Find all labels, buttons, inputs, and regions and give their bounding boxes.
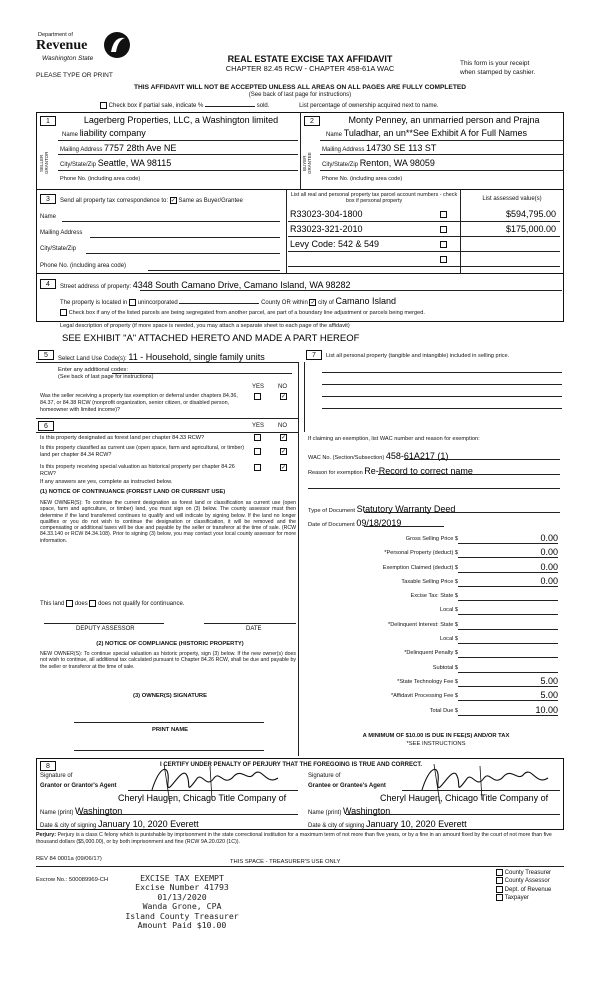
copy-label: County Treasurer [504,870,552,877]
section-8-number: 8 [40,761,56,771]
wac-value[interactable]: 458-61A217 (1) [385,451,449,461]
grantee-name-row [308,806,390,816]
copy-distribution [496,869,551,902]
minimum-note: A MINIMUM OF $10.00 IS DUE IN FEE(S) AND/OR TAX [362,733,510,739]
fee-table [310,532,566,718]
segregated-checkbox[interactable] [60,309,67,316]
no-header-5: NO [278,384,287,390]
fee-label: *Affidavit Processing Fee $ [390,693,458,700]
does-label: does [74,601,88,608]
exemption-yes-checkbox[interactable] [254,393,261,400]
fee-value[interactable]: 0.00 [458,533,558,544]
fee-row [310,661,566,675]
send-correspondence-row [60,197,243,204]
same-as-buyer-label: Same as Buyer/Grantee [178,198,243,205]
section-5-number: 5 [38,350,54,360]
see-instructions: *SEE INSTRUCTIONS [406,741,466,747]
perjury-label: Perjury: [36,832,57,838]
fee-value[interactable] [458,662,558,673]
fee-label: Local $ [439,636,458,643]
fee-value[interactable] [458,647,558,658]
see-back: (See back of last page for instructions) [248,92,352,98]
grantee-date-label: Date & city of signing [308,823,365,829]
copy-label: Taxpayer [504,894,529,901]
dept-line3: Washington State [42,55,94,62]
doc-date-row [308,518,562,528]
send-label: Send all property tax correspondence to: [60,198,169,205]
grantee-signature-image [420,760,560,806]
grantee-agent-label: Grantee or Grantee's Agent [308,783,386,789]
seller-name-line1: Lagerberg Properties, LLC, a Washington limited [83,115,279,125]
sold-label: sold. [256,103,270,110]
escrow-number: Escrow No.: 500089969-CH [36,877,109,883]
send-city-label: City/State/Zip [40,246,77,252]
seller-name-row [62,128,296,138]
reason-row [308,466,562,476]
copy-checkbox[interactable] [496,894,503,901]
personal-property-checkbox[interactable] [440,256,447,263]
county-or-label: County OR within [261,300,308,306]
sig-of-label-grantee: Signature of [308,773,341,779]
dept-line2: Revenue [36,38,88,53]
certify-statement: I CERTIFY UNDER PENALTY OF PERJURY THAT THE FOREGOING IS TRUE AND CORRECT. [160,762,423,768]
seller-city-label: City/State/Zip [60,162,97,168]
perjury-text: Perjury is a class C felony which is punishable by imprisonment in the state correctional institution for a maximum term of not more than five years, or by a fine in an amount fixed by the court of not more than five thousand dollars ($5,000.00), or by both imprisonment and fine (RCW 9A.20.020 (1C)). [36,832,552,845]
same-as-buyer-checkbox[interactable]: ✓ [170,198,176,204]
personal-property-checkbox[interactable] [440,226,447,233]
doc-date-value[interactable]: 09/18/2019 [356,518,402,528]
grantee-date-row [308,819,467,829]
doc-date-label: Date of Document [308,522,355,528]
exemption-no-checkbox[interactable]: ✓ [281,394,287,400]
section-3-number: 3 [40,194,56,204]
stamp-line: Excise Number 41793 [135,882,229,893]
legal-label: Legal description of property (if more space is needed, you may attach a separate sheet to each page of the affidavit) [60,323,350,329]
section-4-number: 4 [40,279,56,289]
copy-label: Dept. of Revenue [504,886,552,893]
please-print: PLEASE TYPE OR PRINT [36,72,113,79]
copy-item [496,877,551,885]
any-yes-note: If any answers are yes, complete as instructed below. [40,479,173,485]
notice-continuance-title: (1) NOTICE OF CONTINUANCE (FOREST LAND OR CURRENT USE) [40,489,226,495]
notice-continuance-body: NEW OWNER(S): To continue the current designation as forest land or classification as current use (open space, farm and agriculture, or timber) land, you must sign on (3) below. The county assessor must then determine if the land transferred continues to qualify and will indicate by signing below. If the land no longer qualifies or you do not wish to continue the designation or classification, it will be removed and the compensating or additional taxes will be due and payable by the seller or transferor at the time of sale. (RCW 84.33.140 or RCW 84.34.108). Prior to signing (3) below, you may contact your local county assessor for more information. [40,500,296,544]
copy-label: County Assessor [504,878,550,885]
parcel-list [288,207,560,267]
fee-label: *State Technology Fee $ [397,678,458,685]
send-phone-label: Phone No. (including area code) [40,263,127,269]
seller-addr[interactable]: 7757 28th Ave NE [104,143,177,153]
doc-type-row [308,504,562,514]
buyer-addr-label: Mailing Address [322,147,365,153]
reason-label: Reason for exemption [308,470,363,476]
grantee-name-label: Name (print) [308,810,342,816]
grantor-agent-label: Grantor or Grantor's Agent [40,783,117,789]
stamp-line: 01/13/2020 [157,891,207,902]
parcel-row [288,252,560,267]
fee-row [310,589,566,603]
buyer-addr[interactable]: 14730 SE 113 ST [366,143,437,153]
fee-label: Gross Selling Price $ [405,536,458,542]
fee-row [310,704,566,718]
buyer-name-row [326,128,562,138]
street-address[interactable]: 4348 South Camano Drive, Camano Island, WA 98282 [132,280,351,290]
fee-row [310,646,566,660]
city-checkbox[interactable]: ✓ [310,299,316,306]
stamp-line: Amount Paid $10.00 [137,920,227,931]
section-1-number: 1 [40,116,56,126]
copy-item [496,886,551,894]
fee-value[interactable]: 10.00 [458,705,558,716]
fee-row [310,689,566,703]
fee-row [310,603,566,617]
partial-sale-row [100,102,520,109]
wac-label: WAC No. (Section/Subsection) [308,455,385,461]
partial-sale-checkbox[interactable] [100,102,107,109]
parcel-row [288,237,560,252]
fee-row [310,675,566,689]
stamp-line: Island County Treasurer [125,910,239,921]
grantor-print-name[interactable]: Cheryl Haugen, Chicago Title Company of [118,793,287,803]
partial-label: Check box if partial sale, indicate % [108,103,204,110]
buyer-name-line1: Monty Penney, an unmarried person and Prajna [348,115,540,125]
fee-value[interactable] [458,633,558,644]
street-label: Street address of property: [60,284,132,290]
fee-label: Local $ [439,607,458,614]
personal-property-checkbox[interactable] [440,241,447,248]
fee-value[interactable] [458,619,558,630]
yes-header-6: YES [252,423,265,429]
fee-value[interactable] [458,604,558,615]
current-use-no-checkbox[interactable]: ✓ [281,449,287,455]
notice-compliance-body: NEW OWNER(S): To continue special valuation as historic property, sign (3) below. If the new owner(s) does not wish to continue, all additional tax calculated pursuant to Chapter 84.26 RCW, shall be due and payable by the seller or transferor at the time of sale. [40,651,296,670]
city-of-label: city of [318,300,334,306]
fee-label: Excise Tax: State $ [410,593,458,600]
fee-row [310,575,566,589]
does-checkbox[interactable] [66,600,73,607]
buyer-name-line2[interactable]: Tuladhar, an un**See Exhibit A for Full Names [343,128,527,138]
dor-logo-icon [102,30,132,60]
fee-value[interactable]: 5.00 [458,690,558,701]
historic-no-checkbox[interactable]: ✓ [281,465,287,471]
forest-no-checkbox[interactable]: ✓ [281,435,287,441]
send-mailing-label: Mailing Address [40,230,83,236]
fee-label: *Personal Property (deduct) $ [384,550,458,557]
no-header-6: NO [278,423,287,429]
unincorporated-label: unincorporated [137,300,178,306]
parcel-header: List all real and personal property tax parcel account numbers - check box if personal property [290,192,458,204]
buyer-city[interactable]: Renton, WA 98059 [359,158,435,168]
seller-name-line2[interactable]: liability company [79,128,146,138]
fee-row [310,546,566,560]
receipt-line2: when stamped by cashier. [460,69,536,76]
parcel-number[interactable]: R33023-321-2010 [290,224,363,234]
parcel-row [288,222,560,237]
fee-row [310,561,566,575]
street-row [60,280,560,290]
copy-item [496,894,551,902]
grantor-date-city[interactable]: January 10, 2020 Everett [98,819,199,829]
section-6-number: 6 [38,421,54,431]
parcel-number[interactable]: Levy Code: 542 & 549 [290,239,380,249]
see-back-5: (See back of last page for instructions) [58,374,154,380]
form-subtitle: CHAPTER 82.45 RCW - CHAPTER 458-61A WAC [225,64,395,73]
seller-city[interactable]: Seattle, WA 98115 [97,158,172,168]
unincorporated-checkbox[interactable] [129,299,136,306]
perjury-notice [36,832,564,845]
grantor-signature-image [150,760,290,806]
grantee-date-city[interactable]: January 10, 2020 Everett [366,819,467,829]
form-title: REAL ESTATE EXCISE TAX AFFIDAVIT [227,54,393,64]
seller-name-label: Name [62,132,79,138]
county-field[interactable] [179,303,259,304]
partial-pct-field[interactable] [205,106,255,107]
fee-label: Total Due $ [429,707,458,714]
seller-side-label: SELLER GRANTOR [39,151,49,175]
current-use-yes-checkbox[interactable] [254,448,261,455]
copy-checkbox[interactable] [496,886,503,893]
personal-property-label: List all personal property (tangible and intangible) included in selling price. [326,353,510,359]
fee-label: *Delinquent Penalty $ [404,650,458,657]
grantee-print-name[interactable]: Cheryl Haugen, Chicago Title Company of [380,793,549,803]
fee-label: *Delinquent Interest: State $ [388,621,458,628]
seller-phone-label: Phone No. (including area code) [60,176,141,182]
grantee-name-city[interactable]: Washington [343,806,391,816]
fee-value[interactable]: 0.00 [458,547,558,558]
additional-codes-label: Enter any additional codes: [58,367,128,373]
legal-description[interactable]: SEE EXHIBIT "A" ATTACHED HERETO AND MADE A PART HEREOF [62,333,360,344]
historic-yes-checkbox[interactable] [254,464,261,471]
buyer-name-label: Name [326,132,343,138]
forest-question: Is this property designated as forest land per chapter 84.33 RCW? [40,435,205,441]
buyer-side-label: BUYER GRANTEE [302,152,312,174]
copy-item [496,869,551,877]
print-name-label: PRINT NAME [151,727,189,733]
fee-label: Taxable Selling Price $ [401,578,458,585]
fee-value[interactable]: 0.00 [458,562,558,573]
current-use-question: Is this property classified as current use (open space, farm and agricultural, or timber) land per chapter 84.34 RCW? [40,445,245,458]
rev-number: REV 84 0001a (09/06/17) [36,856,102,862]
segregated-label: Check box if any of the listed parcels are being segregated from another parcel, are part of a boundary line adjustment or parcels being merged. [68,309,425,316]
treasurer-stamp [122,874,242,930]
stamp-line: EXCISE TAX EXEMPT [140,873,224,883]
copy-checkbox[interactable] [496,877,503,884]
yes-header-5: YES [252,384,265,390]
dept-line1: Department of [38,32,73,38]
grantor-date-row [40,819,199,829]
buyer-city-label: City/State/Zip [322,162,359,168]
reason-value[interactable]: Re-Record to correct name [364,466,473,476]
grantor-name-city[interactable]: Washington [75,806,123,816]
exemption-question: Was the seller receiving a property tax exemption or deferral under chapters 84.36, 84.37, or 84.38 RCW (nonprofit organization, senior citizen, or disabled person, homeowner with limited income)? [40,393,238,413]
city-value[interactable]: Camano Island [335,296,397,306]
personal-property-checkbox[interactable] [440,211,447,218]
buyer-city-row [322,158,562,168]
parcel-row [288,207,560,222]
does-not-label: does not qualify for continuance. [98,601,185,608]
fee-value[interactable]: 0.00 [458,576,558,587]
parcel-number[interactable]: R33023-304-1800 [290,209,363,219]
land-use-row [58,352,298,362]
located-row [60,296,560,306]
fee-row [310,532,566,546]
treasurer-use: THIS SPACE - TREASURER'S USE ONLY [230,859,341,865]
forest-yes-checkbox[interactable] [254,434,261,441]
seller-city-row [60,158,296,168]
assessed-value[interactable]: $175,000.00 [505,224,556,234]
located-label: The property is located in [60,300,128,306]
receipt-line1: This form is your receipt [460,60,530,67]
grantor-date-label: Date & city of signing [40,823,97,829]
deputy-assessor-label: DEPUTY ASSESSOR [76,626,135,632]
owner-signature-title: (3) OWNER(S) SIGNATURE [133,693,207,699]
does-not-checkbox[interactable] [89,600,96,607]
section-2-number: 2 [304,116,320,126]
buyer-addr-row [322,143,562,153]
fee-row [310,632,566,646]
seller-addr-label: Mailing Address [60,147,103,153]
fee-value[interactable] [458,590,558,601]
copy-checkbox[interactable] [496,869,503,876]
assessed-header: List assessed value(s) [482,196,542,202]
land-use-code[interactable]: 11 - Household, single family units [128,352,265,362]
exempt-claim-label: If claiming an exemption, list WAC number and reason for exemption: [308,436,480,442]
this-land-label: This land [40,601,65,608]
historic-question: Is this property receiving special valuation as historical property per chapter 84.26 RCW? [40,464,235,477]
send-name-label: Name [40,214,57,220]
list-pct-label: List percentage of ownership acquired next to name. [299,103,439,110]
section-7-number: 7 [306,350,322,360]
deputy-date-label: DATE [246,626,262,632]
grantor-name-row [40,806,122,816]
grantor-name-label: Name (print) [40,810,74,816]
doc-type-label: Type of Document [308,508,356,514]
notice: THIS AFFIDAVIT WILL NOT BE ACCEPTED UNLESS ALL AREAS ON ALL PAGES ARE FULLY COMPLETED [133,84,467,91]
sig-of-label-grantor: Signature of [40,773,73,779]
doc-type-value[interactable]: Statutory Warranty Deed [356,504,456,514]
buyer-phone-label: Phone No. (including area code) [322,176,403,182]
seller-addr-row [60,143,296,153]
fee-row [310,618,566,632]
segregated-row [60,309,560,316]
qualify-row [40,600,184,607]
stamp-line: Wanda Grone, CPA [142,901,222,912]
fee-label: Exemption Claimed (deduct) $ [382,564,458,571]
notice-compliance-title: (2) NOTICE OF COMPLIANCE (HISTORIC PROPERTY) [96,641,244,647]
fee-value[interactable]: 5.00 [458,676,558,687]
assessed-value[interactable]: $594,795.00 [505,209,556,219]
wac-row [308,451,562,461]
fee-label: Subtotal $ [432,664,458,671]
land-use-label: Select Land Use Code(s): [58,356,127,362]
